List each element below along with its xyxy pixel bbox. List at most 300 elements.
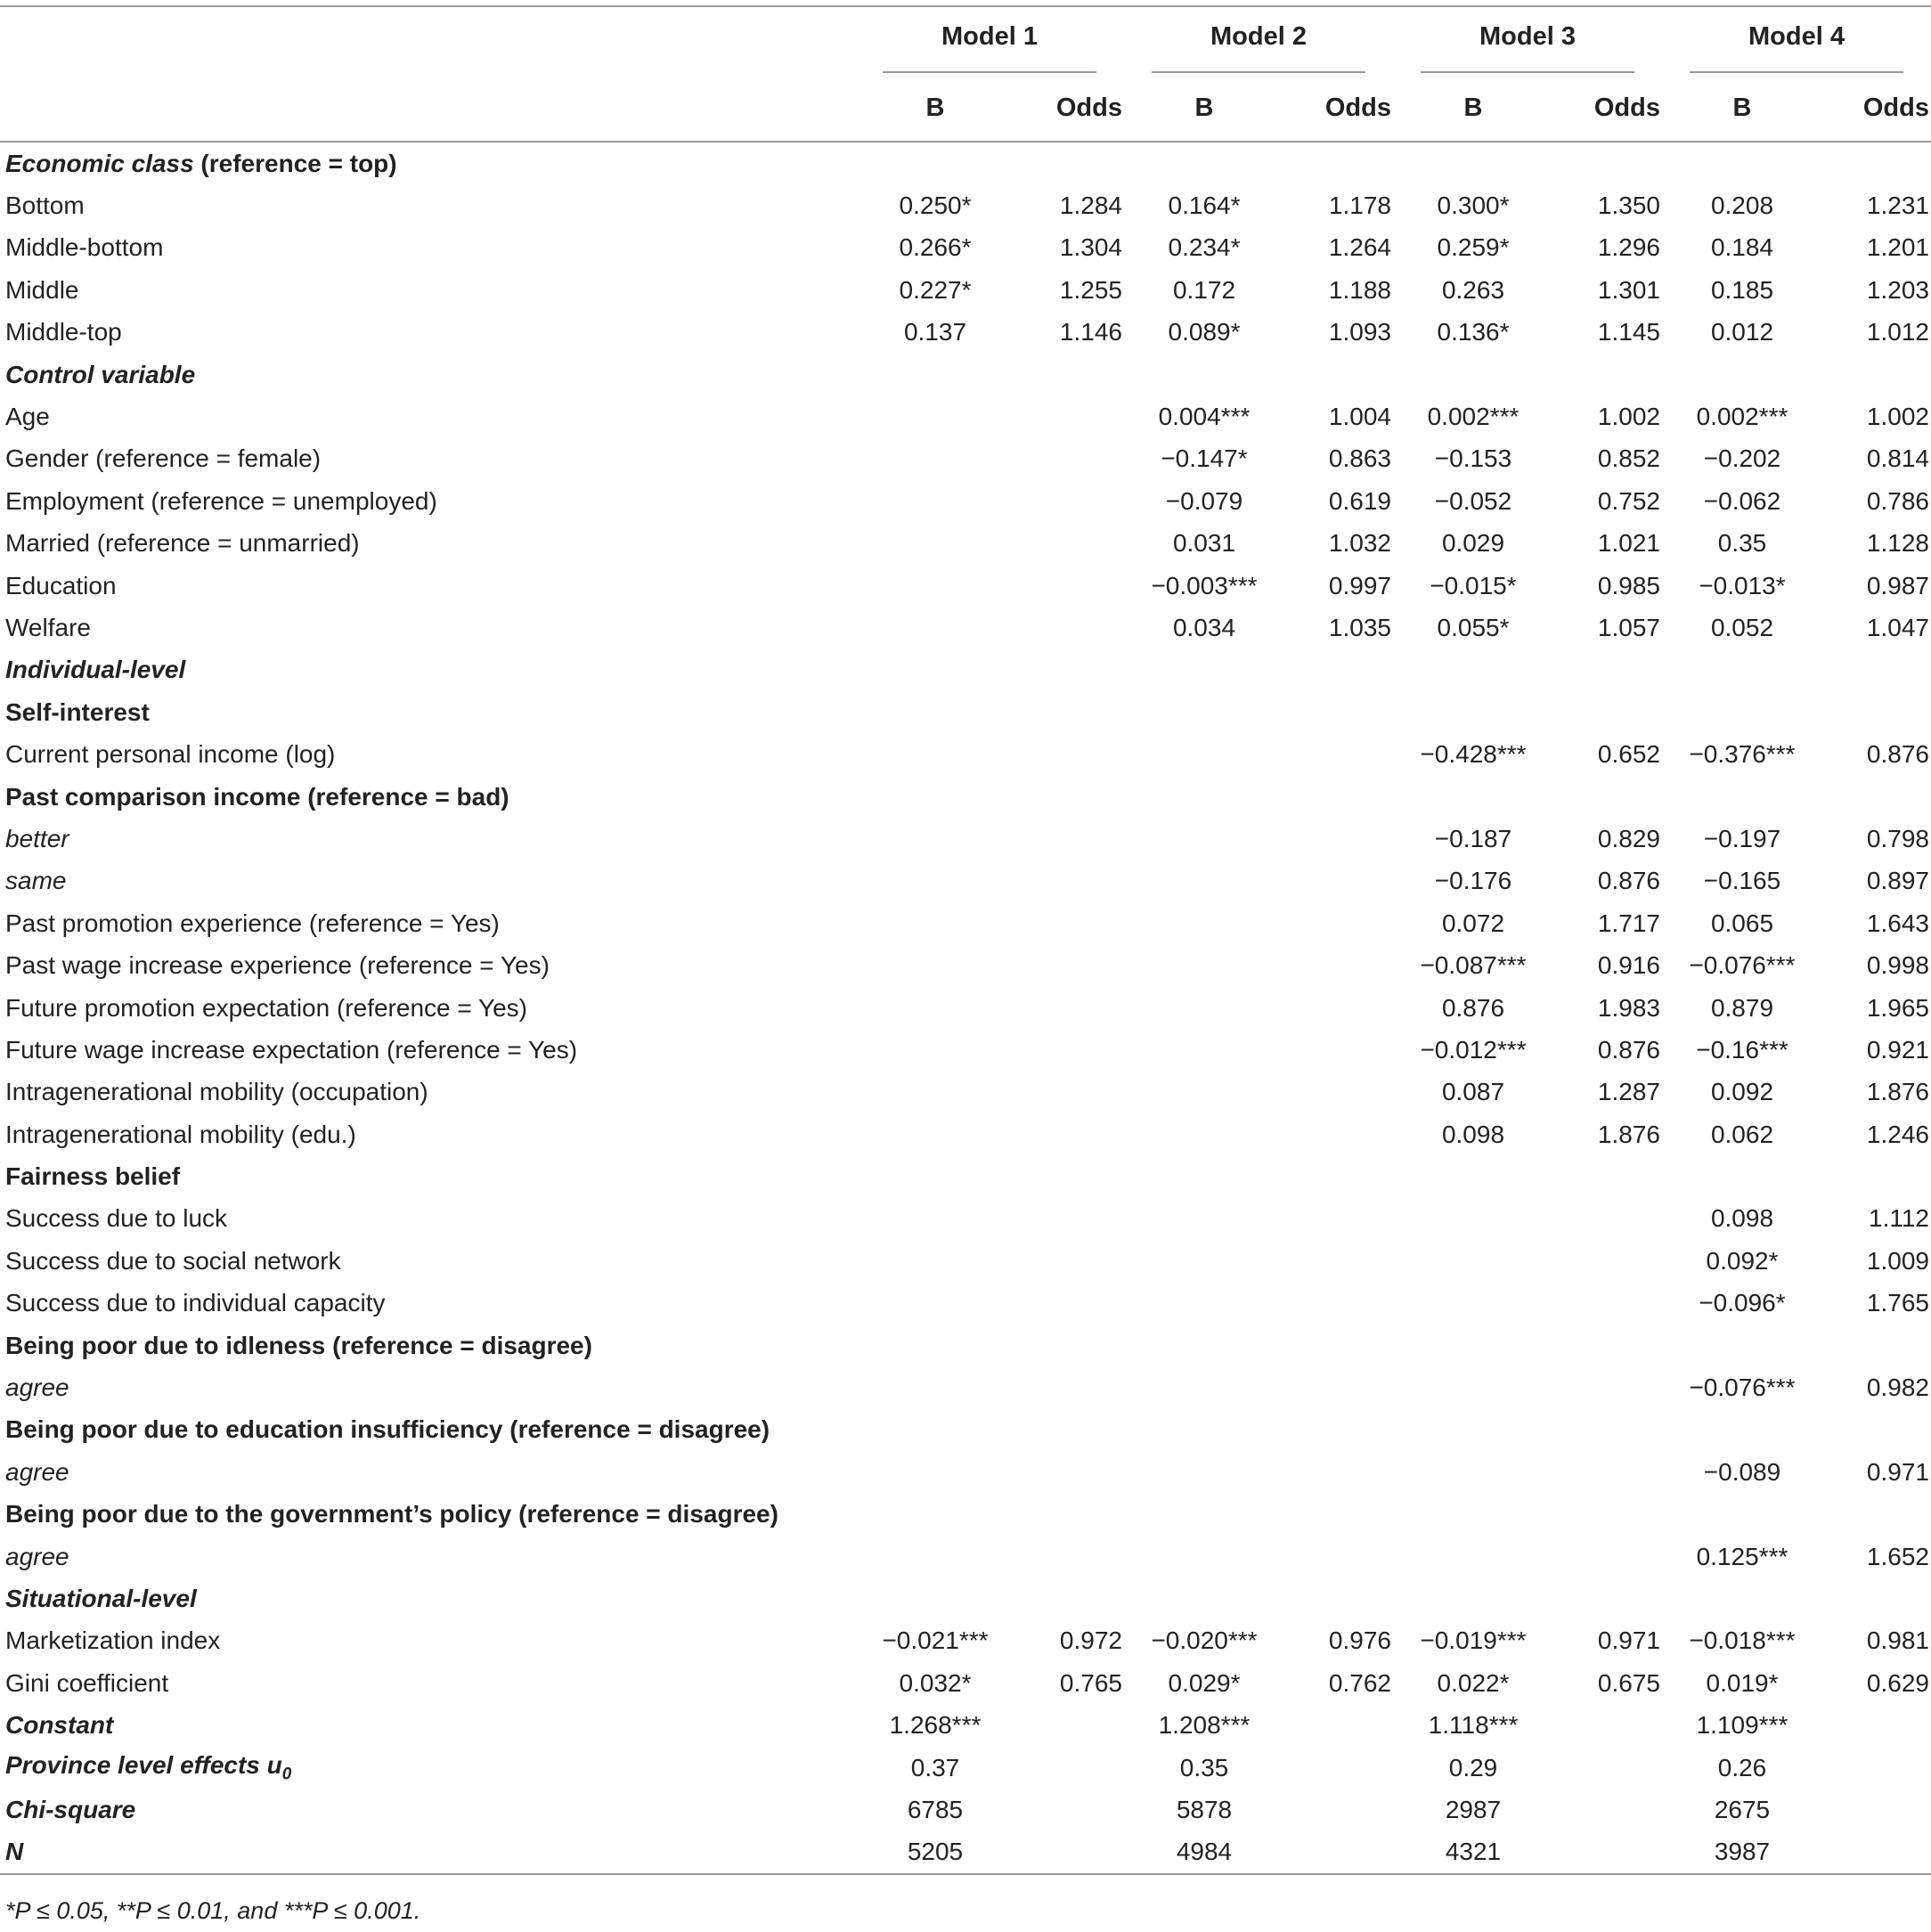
table-row <box>0 987 1931 1029</box>
coef-cell: 0.004*** <box>1158 403 1251 431</box>
coef-cell: 0.098 <box>1710 1204 1774 1233</box>
coef-cell <box>1393 691 1553 733</box>
odds-cell <box>1553 1409 1662 1451</box>
table-row <box>0 269 1931 311</box>
coef-cell: −0.096* <box>1699 1289 1786 1317</box>
odds-cell <box>1553 1366 1662 1408</box>
table-row <box>0 776 1931 818</box>
b-header: B <box>925 93 945 122</box>
row-label: Control variable <box>5 360 196 388</box>
coef-cell <box>1662 1577 1822 1619</box>
coef-cell <box>855 1283 1015 1325</box>
coef-cell: −0.013* <box>1699 571 1786 599</box>
odds-cell: 1.004 <box>1328 403 1391 431</box>
coef-cell <box>855 1409 1015 1451</box>
odds-cell <box>1015 565 1124 607</box>
row-label: Middle <box>5 275 79 304</box>
row-label: Married (reference = unmarried) <box>5 529 360 558</box>
odds-cell: 1.643 <box>1866 909 1929 937</box>
coef-cell: 5205 <box>907 1838 964 1866</box>
odds-cell: 1.145 <box>1597 318 1660 346</box>
coef-cell: 0.259* <box>1437 233 1510 262</box>
coef-cell: 3987 <box>1714 1838 1771 1866</box>
odds-cell: 0.765 <box>1059 1668 1122 1697</box>
odds-cell <box>1015 944 1124 986</box>
coef-cell <box>1124 1113 1284 1155</box>
odds-cell <box>1015 1113 1124 1155</box>
model-header: Model 4 <box>1662 7 1931 75</box>
odds-cell <box>1015 1155 1124 1197</box>
odds-cell <box>1015 1240 1124 1282</box>
odds-cell: 1.201 <box>1866 233 1929 262</box>
coef-cell <box>855 480 1015 522</box>
coef-cell: 0.022* <box>1437 1668 1510 1697</box>
odds-cell <box>1822 1831 1931 1874</box>
table-row <box>0 1704 1931 1746</box>
odds-cell <box>1822 143 1931 184</box>
coef-cell <box>855 987 1015 1029</box>
coef-cell: 1.268*** <box>889 1711 982 1740</box>
row-label: Marketization index <box>5 1626 221 1655</box>
odds-cell <box>1553 1494 1662 1536</box>
odds-cell: 0.629 <box>1866 1668 1929 1697</box>
coef-cell: −0.019*** <box>1420 1626 1527 1655</box>
coef-cell <box>1124 818 1284 860</box>
odds-cell <box>1822 1704 1931 1746</box>
odds-cell <box>1553 1747 1662 1789</box>
coef-cell <box>855 565 1015 607</box>
odds-cell <box>1553 776 1662 818</box>
coef-cell <box>1393 1536 1553 1577</box>
coef-cell <box>1124 1536 1284 1577</box>
odds-cell <box>1015 1325 1124 1366</box>
odds-cell: 0.985 <box>1597 571 1660 599</box>
table-row <box>0 312 1931 354</box>
coef-cell: 0.26 <box>1717 1753 1767 1781</box>
odds-cell: 1.128 <box>1866 529 1929 558</box>
odds-cell <box>1284 1747 1393 1789</box>
odds-cell <box>1822 1409 1931 1451</box>
odds-cell: 1.284 <box>1059 192 1122 220</box>
odds-header: Odds <box>1324 93 1391 122</box>
odds-cell: 0.652 <box>1597 740 1660 769</box>
coef-cell <box>855 1494 1015 1536</box>
odds-cell <box>1015 776 1124 818</box>
odds-cell <box>1822 691 1931 733</box>
table-row <box>0 649 1931 691</box>
odds-cell: 0.897 <box>1866 867 1929 895</box>
coef-cell <box>1662 1494 1822 1536</box>
odds-cell: 0.876 <box>1866 740 1929 769</box>
coef-cell: 0.087 <box>1441 1078 1505 1106</box>
coef-cell <box>1124 691 1284 733</box>
odds-cell <box>1553 1704 1662 1746</box>
row-label: Situational-level <box>5 1584 197 1612</box>
coef-cell: −0.020*** <box>1151 1626 1258 1655</box>
table-row <box>0 354 1931 395</box>
coef-cell: −0.018*** <box>1689 1626 1796 1655</box>
coef-cell <box>855 523 1015 565</box>
row-label: Intragenerational mobility (occupation) <box>5 1078 428 1106</box>
odds-cell: 1.264 <box>1328 233 1391 262</box>
coef-cell: 0.052 <box>1710 613 1774 641</box>
coef-cell <box>1662 776 1822 818</box>
coef-cell: 5878 <box>1176 1795 1233 1823</box>
odds-cell <box>1015 733 1124 775</box>
odds-cell: 1.093 <box>1328 318 1391 346</box>
odds-cell: 0.619 <box>1328 486 1391 515</box>
row-label: Being poor due to idleness (reference = disagree) <box>5 1331 592 1359</box>
row-label: Current personal income (log) <box>5 740 336 769</box>
odds-cell: 1.965 <box>1866 993 1929 1022</box>
coef-cell <box>1124 944 1284 986</box>
odds-cell <box>1284 1536 1393 1577</box>
coef-cell: 4321 <box>1445 1838 1502 1866</box>
coef-cell <box>1662 1155 1822 1197</box>
model-header: Model 2 <box>1124 7 1393 75</box>
odds-cell <box>1284 1072 1393 1113</box>
significance-footnote: *P ≤ 0.05, **P ≤ 0.01, and ***P ≤ 0.001. <box>5 1897 421 1924</box>
odds-cell: 1.231 <box>1866 192 1929 220</box>
odds-cell <box>1284 1240 1393 1282</box>
odds-cell <box>1553 1577 1662 1619</box>
coef-cell <box>855 1577 1015 1619</box>
coef-cell: −0.147* <box>1161 444 1248 473</box>
odds-cell: 1.047 <box>1866 613 1929 641</box>
coef-cell: −0.428*** <box>1420 740 1527 769</box>
coef-cell <box>1393 776 1553 818</box>
coef-cell <box>855 1029 1015 1071</box>
coef-cell: 0.092* <box>1706 1246 1779 1275</box>
coef-cell: −0.16*** <box>1696 1035 1788 1064</box>
odds-cell <box>1284 1113 1393 1155</box>
table-row <box>0 1325 1931 1366</box>
odds-cell: 0.786 <box>1866 486 1929 515</box>
row-label: Middle-top <box>5 318 122 346</box>
row-label: same <box>5 867 67 895</box>
coef-cell <box>1393 1366 1553 1408</box>
odds-cell: 1.350 <box>1597 192 1660 220</box>
odds-cell <box>1015 1789 1124 1830</box>
coef-cell: 0.876 <box>1441 993 1505 1022</box>
table-row <box>0 1113 1931 1155</box>
coef-cell <box>1393 1240 1553 1282</box>
coef-cell: −0.197 <box>1703 824 1781 852</box>
coef-cell: 0.098 <box>1441 1120 1505 1148</box>
odds-cell <box>1015 987 1124 1029</box>
odds-cell <box>1015 1409 1124 1451</box>
odds-cell <box>1553 1155 1662 1197</box>
odds-cell: 0.829 <box>1597 824 1660 852</box>
coef-cell <box>1393 354 1553 395</box>
row-label: Gini coefficient <box>5 1668 169 1697</box>
coef-cell <box>855 776 1015 818</box>
coef-cell <box>855 902 1015 944</box>
odds-cell <box>1284 1325 1393 1366</box>
coef-cell: 0.034 <box>1172 613 1236 641</box>
coef-cell: −0.187 <box>1434 824 1512 852</box>
odds-cell <box>1015 143 1124 184</box>
row-label: Past comparison income (reference = bad) <box>5 782 509 811</box>
coef-cell: 0.234* <box>1168 233 1241 262</box>
coef-cell <box>1393 1198 1553 1240</box>
coef-cell: −0.076*** <box>1689 1374 1796 1402</box>
odds-cell <box>1284 1789 1393 1830</box>
odds-cell: 1.717 <box>1597 909 1660 937</box>
coef-cell <box>1393 1409 1553 1451</box>
row-label: Future promotion expectation (reference = Yes) <box>5 993 528 1022</box>
odds-cell <box>1284 902 1393 944</box>
row-label: Welfare <box>5 613 91 641</box>
odds-cell <box>1015 1577 1124 1619</box>
coef-cell: −0.052 <box>1434 486 1512 515</box>
table-row <box>0 1029 1931 1071</box>
table-row <box>0 1409 1931 1451</box>
odds-cell <box>1284 1577 1393 1619</box>
row-label: Education <box>5 571 117 599</box>
table-row <box>0 733 1931 775</box>
odds-cell: 1.002 <box>1866 403 1929 431</box>
coef-cell: 0.089* <box>1168 318 1241 346</box>
row-label: N <box>5 1838 24 1866</box>
coef-cell <box>1393 143 1553 184</box>
coef-cell <box>1124 1494 1284 1536</box>
coef-cell <box>855 1366 1015 1408</box>
odds-cell: 1.765 <box>1866 1289 1929 1317</box>
coef-cell: 1.109*** <box>1696 1711 1788 1740</box>
coef-cell <box>1124 1325 1284 1366</box>
coef-cell <box>1393 1155 1553 1197</box>
odds-cell <box>1822 1747 1931 1789</box>
odds-cell: 1.057 <box>1597 613 1660 641</box>
row-label: Constant <box>5 1711 114 1740</box>
table-row <box>0 1366 1931 1408</box>
odds-cell: 0.921 <box>1866 1035 1929 1064</box>
table-row <box>0 227 1931 269</box>
odds-cell <box>1822 1577 1931 1619</box>
table-row <box>0 438 1931 480</box>
coef-cell: 1.118*** <box>1428 1711 1519 1740</box>
odds-cell <box>1015 1704 1124 1746</box>
row-label: agree <box>5 1374 69 1402</box>
row-label: Gender (reference = female) <box>5 444 322 473</box>
row-label: Individual-level <box>5 656 186 684</box>
coef-cell <box>855 649 1015 691</box>
coef-cell <box>855 1325 1015 1366</box>
table-row <box>0 143 1931 184</box>
odds-cell <box>1822 776 1931 818</box>
coef-cell <box>1124 733 1284 775</box>
coef-cell: 0.164* <box>1168 192 1241 220</box>
coef-cell: 0.266* <box>899 233 972 262</box>
table-row <box>0 523 1931 565</box>
coef-cell: 0.263 <box>1441 275 1505 304</box>
coef-cell <box>855 438 1015 480</box>
bottom-rule <box>0 1874 1931 1875</box>
table-row <box>0 1240 1931 1282</box>
coef-cell: −0.176 <box>1434 867 1512 895</box>
odds-cell: 0.675 <box>1597 1668 1660 1697</box>
coef-cell: 0.35 <box>1717 529 1767 558</box>
coef-cell: 0.065 <box>1710 909 1774 937</box>
coef-cell: −0.015* <box>1430 571 1517 599</box>
coef-cell: 0.012 <box>1710 318 1774 346</box>
odds-cell: 0.752 <box>1597 486 1660 515</box>
odds-cell <box>1553 691 1662 733</box>
b-header: B <box>1732 93 1752 122</box>
odds-cell <box>1284 944 1393 986</box>
coef-cell <box>855 1198 1015 1240</box>
odds-cell: 0.981 <box>1866 1626 1929 1655</box>
odds-cell: 1.983 <box>1597 993 1660 1022</box>
odds-cell <box>1015 1198 1124 1240</box>
table-row <box>0 1072 1931 1113</box>
table-row <box>0 1283 1931 1325</box>
row-label: Success due to luck <box>5 1204 228 1233</box>
coef-cell: 0.125*** <box>1696 1542 1788 1570</box>
coef-cell: −0.153 <box>1434 444 1512 473</box>
odds-header: Odds <box>1055 93 1122 122</box>
row-label: Chi-square <box>5 1795 136 1823</box>
odds-cell <box>1822 1789 1931 1830</box>
label-header-blank <box>0 7 855 75</box>
odds-cell <box>1553 1240 1662 1282</box>
table-row <box>0 565 1931 607</box>
table-row <box>0 395 1931 437</box>
table-row <box>0 818 1931 860</box>
coef-cell: 0.032* <box>899 1668 972 1697</box>
coef-cell: 2987 <box>1445 1795 1502 1823</box>
odds-cell <box>1015 1494 1124 1536</box>
row-label: Middle-bottom <box>5 233 164 262</box>
odds-cell: 1.188 <box>1328 275 1391 304</box>
odds-cell <box>1284 860 1393 902</box>
table-row <box>0 1155 1931 1197</box>
coef-cell: 0.062 <box>1710 1120 1774 1148</box>
table-row <box>0 1789 1931 1830</box>
coef-cell: 0.185 <box>1710 275 1774 304</box>
odds-cell: 1.652 <box>1866 1542 1929 1570</box>
label-subheader-blank <box>0 75 855 142</box>
row-label: Future wage increase expectation (reference = Yes) <box>5 1035 578 1064</box>
odds-cell: 1.178 <box>1328 192 1391 220</box>
coef-cell <box>855 1536 1015 1577</box>
table-row <box>0 944 1931 986</box>
odds-cell <box>1822 1155 1931 1197</box>
coef-cell: 0.136* <box>1437 318 1510 346</box>
odds-cell: 1.203 <box>1866 275 1929 304</box>
table-body <box>0 143 1931 1874</box>
odds-cell: 0.762 <box>1328 1668 1391 1697</box>
coef-cell: −0.089 <box>1703 1457 1781 1486</box>
coef-cell <box>1393 1577 1553 1619</box>
coef-cell: 0.002*** <box>1696 403 1788 431</box>
odds-cell <box>1284 1831 1393 1874</box>
odds-cell <box>1015 1366 1124 1408</box>
odds-cell: 1.002 <box>1597 403 1660 431</box>
odds-cell <box>1284 1366 1393 1408</box>
coef-cell <box>855 395 1015 437</box>
coef-cell <box>1124 1155 1284 1197</box>
coef-cell: 0.002*** <box>1427 403 1520 431</box>
odds-cell: 1.255 <box>1059 275 1122 304</box>
odds-cell: 1.876 <box>1866 1078 1929 1106</box>
odds-cell <box>1284 987 1393 1029</box>
odds-cell <box>1015 902 1124 944</box>
coef-cell <box>1662 649 1822 691</box>
b-header: B <box>1463 93 1483 122</box>
odds-cell <box>1015 1536 1124 1577</box>
odds-cell: 1.287 <box>1597 1078 1660 1106</box>
odds-cell: 0.798 <box>1866 824 1929 852</box>
coef-cell <box>1124 776 1284 818</box>
odds-cell <box>1553 354 1662 395</box>
odds-cell <box>1015 1029 1124 1071</box>
odds-cell: 0.852 <box>1597 444 1660 473</box>
odds-cell: 0.916 <box>1597 951 1660 980</box>
table-row <box>0 1198 1931 1240</box>
model-header-row <box>0 7 1931 75</box>
odds-cell <box>1553 1536 1662 1577</box>
coef-cell: 0.172 <box>1172 275 1236 304</box>
coef-cell <box>1124 1029 1284 1071</box>
odds-cell: 0.982 <box>1866 1374 1929 1402</box>
row-label: Past promotion experience (reference = Yes) <box>5 909 500 937</box>
coef-cell <box>1124 649 1284 691</box>
b-header: B <box>1194 93 1214 122</box>
odds-cell: 1.012 <box>1866 318 1929 346</box>
coef-cell: 0.029* <box>1168 1668 1241 1697</box>
odds-cell <box>1015 438 1124 480</box>
coef-cell <box>855 944 1015 986</box>
table-row <box>0 691 1931 733</box>
odds-cell <box>1553 1789 1662 1830</box>
odds-cell: 0.976 <box>1328 1626 1391 1655</box>
coef-cell: 0.019* <box>1706 1668 1779 1697</box>
coef-cell: 0.055* <box>1437 613 1510 641</box>
model-header: Model 3 <box>1393 7 1662 75</box>
coef-cell <box>855 143 1015 184</box>
coef-cell: 0.879 <box>1710 993 1774 1022</box>
odds-cell <box>1284 649 1393 691</box>
odds-cell <box>1015 1283 1124 1325</box>
coef-cell <box>1124 1409 1284 1451</box>
odds-header: Odds <box>1862 93 1929 122</box>
odds-cell <box>1015 607 1124 648</box>
coef-cell: 0.184 <box>1710 233 1774 262</box>
odds-cell: 1.146 <box>1059 318 1122 346</box>
odds-cell <box>1822 1325 1931 1366</box>
odds-cell: 1.301 <box>1597 275 1660 304</box>
coef-cell <box>1124 1240 1284 1282</box>
coef-cell <box>1662 691 1822 733</box>
table-row <box>0 1494 1931 1536</box>
odds-cell <box>1015 649 1124 691</box>
coef-cell: −0.003*** <box>1151 571 1258 599</box>
odds-cell: 1.032 <box>1328 529 1391 558</box>
coef-cell <box>855 1113 1015 1155</box>
coef-cell <box>1124 1072 1284 1113</box>
table-row <box>0 860 1931 902</box>
row-label: Success due to individual capacity <box>5 1289 386 1317</box>
row-label: agree <box>5 1542 69 1570</box>
table-row <box>0 1747 1931 1789</box>
coef-cell: 0.137 <box>903 318 967 346</box>
coef-cell <box>855 1451 1015 1493</box>
row-label: Bottom <box>5 192 85 220</box>
table-row <box>0 1451 1931 1493</box>
coef-cell <box>855 818 1015 860</box>
